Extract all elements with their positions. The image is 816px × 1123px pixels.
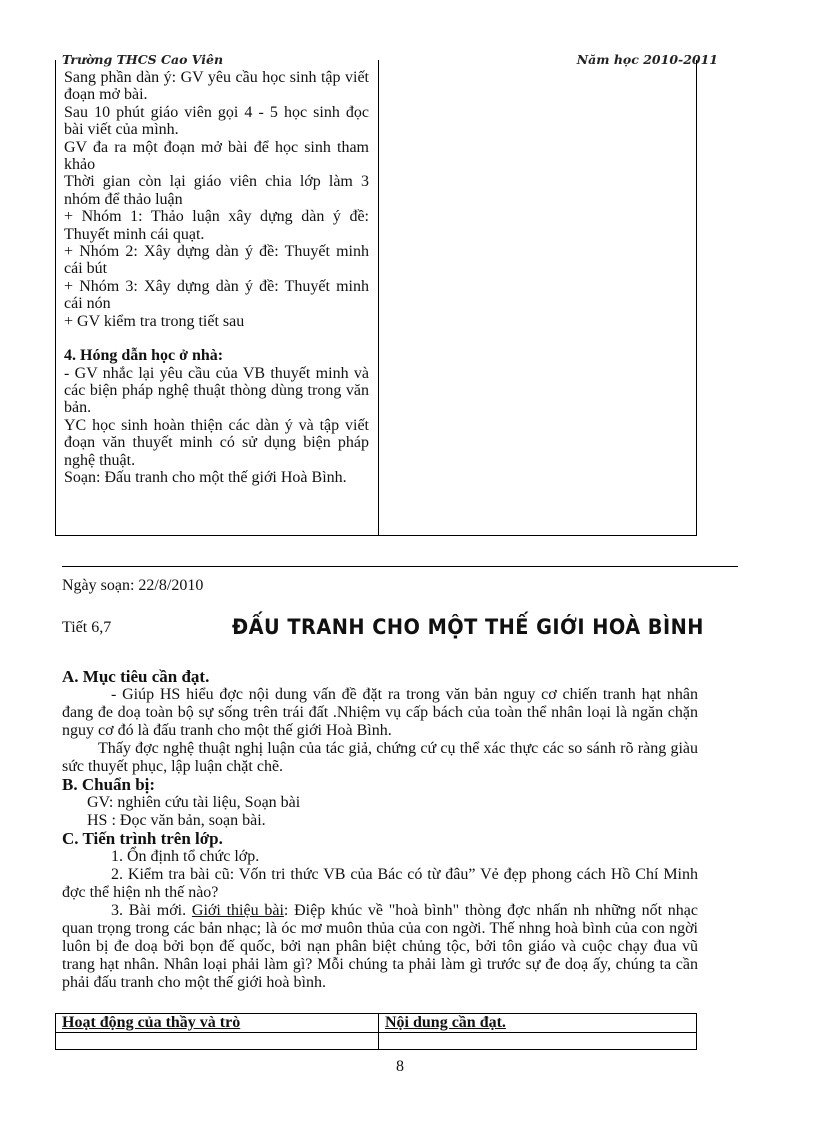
section-c-item-3: [62, 902, 698, 992]
cell-line: Thời gian còn lại giáo viên chia lớp làm 3 nhóm để thảo luận: [64, 173, 369, 208]
activity-table: [55, 1013, 697, 1050]
table-header-cell: Hoạt động của thầy và trò: [56, 1014, 379, 1033]
section-a-heading: A. Mục tiêu cần đạt.: [62, 667, 210, 686]
separator-line: [62, 566, 738, 567]
lesson-period: Tiết 6,7: [62, 619, 112, 636]
section-a-paragraph: - Giúp HS hiểu đợc nội dung vấn đề đặt ra trong văn bản nguy cơ chiến tranh hạt nhân đang đe doạ toàn bộ sự sống trên trái đất .Nhiệm vụ cấp bách của toàn thể nhân loại là ngăn chặn nguy cơ đó là đấu tranh cho một thế giới Hoà Bình.: [62, 686, 698, 739]
homework-line: - GV nhắc lại yêu cầu của VB thuyết minh và các biện pháp nghệ thuật thòng dùng trong văn bản.: [64, 364, 369, 417]
cell-line: Sau 10 phút giáo viên gọi 4 - 5 học sinh đọc bài viết của mình.: [64, 103, 369, 139]
cell-line: + Nhóm 2: Xây dựng dàn ý đề: Thuyết minh cái bút: [64, 243, 369, 278]
page-number: 8: [396, 1058, 404, 1075]
activity-cell: [64, 69, 369, 486]
section-c-item: 1. Ổn định tổ chức lớp.: [111, 848, 260, 865]
cell-line: Sang phần dàn ý: GV yêu cầu học sinh tập viết đoạn mở bài.: [64, 69, 369, 104]
homework-line: YC học sinh hoàn thiện các dàn ý và tập viết đoạn văn thuyết minh có sử dụng biện pháp nghệ thuật.: [64, 416, 369, 469]
preparation-date: Ngày soạn: 22/8/2010: [62, 577, 204, 594]
homework-heading: 4. Hóng dẫn học ở nhà:: [64, 347, 224, 365]
school-year-header: Năm học 2010-2011: [576, 52, 718, 67]
section-a-paragraph: Thấy đợc nghệ thuật nghị luận của tác giả, chứng cứ cụ thể xác thực các so sánh rõ ràng giàu sức thuyết phục, lập luận chặt chẽ.: [62, 740, 698, 775]
section-c-heading: C. Tiến trình trên lớp.: [62, 829, 223, 848]
cell-line: + Nhóm 1: Thảo luận xây dựng dàn ý đề: Thuyết minh cái quạt.: [64, 208, 369, 243]
top-table-fragment: [55, 60, 697, 536]
homework-line: Soạn: Đấu tranh cho một thế giới Hoà Bình.: [64, 468, 347, 486]
table-header-cell: Nội dung cần đạt.: [379, 1014, 697, 1033]
section-b-gv: GV: nghiên cứu tài liệu, Soạn bài: [87, 794, 301, 811]
table-row: [56, 1033, 697, 1050]
school-header: Trường THCS Cao Viên: [62, 52, 224, 67]
section-b-hs: HS : Đọc văn bản, soạn bài.: [87, 812, 266, 829]
cell-line: + GV kiểm tra trong tiết sau: [64, 312, 245, 330]
cell-line: + Nhóm 3: Xây dựng dàn ý đề: Thuyết minh cái nón: [64, 277, 369, 313]
item3-label: Giới thiệu bài: [191, 902, 284, 919]
table-header-row: [56, 1014, 697, 1033]
lesson-title: ĐẤU TRANH CHO MỘT THẾ GIỚI HOÀ BÌNH: [232, 615, 704, 639]
table-cell: [379, 1033, 697, 1050]
item3-prefix: 3. Bài mới.: [111, 902, 192, 919]
column-divider: [378, 60, 379, 535]
cell-line: GV đa ra một đoạn mở bài để học sinh tham khảo: [64, 138, 369, 174]
section-b-heading: B. Chuẩn bị:: [62, 775, 156, 794]
table-cell: [56, 1033, 379, 1050]
lesson-body: [62, 668, 698, 992]
section-c-item: 2. Kiểm tra bài cũ: Vốn tri thức VB của Bác có từ đâu” Vẻ đẹp phong cách Hồ Chí Minh đợc thể hiện nh thế nào?: [62, 866, 698, 901]
item3-text: : Điệp khúc về "hoà bình" thòng đợc nhấn nh những nốt nhạc quan trọng trong các bản nhạc; là óc mơ muôn thủa của con ngời. Thế nhng hoà bình của con ngời luôn bị đe doạ bởi bọn đế quốc, bởi nạn phân biệt chủng tộc, bởi tôn giáo và cuộc chạy đua vũ trang hạt nhân. Nhân loại phải làm gì? Mỗi chúng ta phải làm gì trước sự đe doạ ấy, chúng ta cần phải đấu tranh cho một thế giới hoà bình.: [62, 902, 698, 991]
